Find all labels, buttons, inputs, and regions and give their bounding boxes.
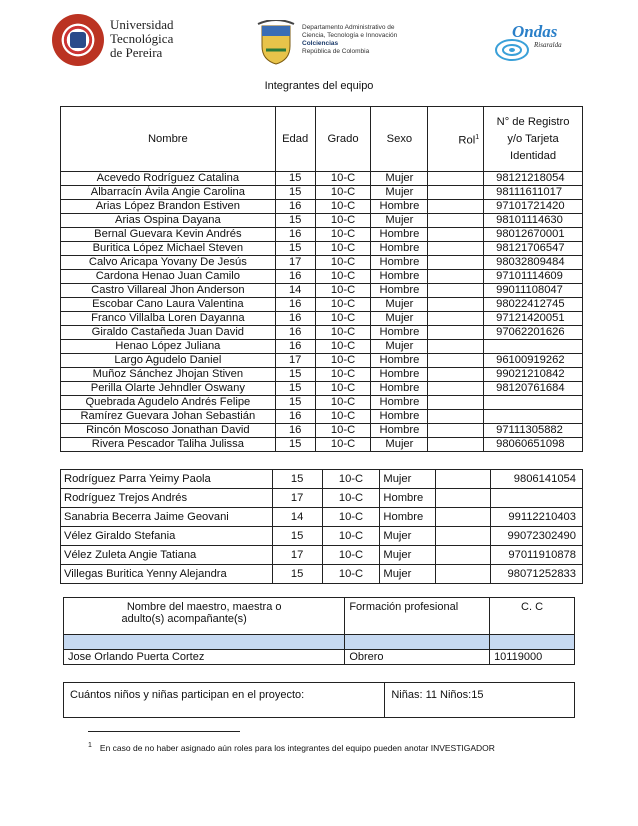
cell-grado: 10-C	[315, 242, 371, 256]
colciencias-line-4: República de Colombia	[302, 48, 370, 55]
cell-rol	[436, 508, 491, 527]
table-row	[61, 312, 583, 326]
cell-rol	[428, 368, 484, 382]
cell-rol	[428, 410, 484, 424]
table-row	[61, 368, 583, 382]
cell-rol	[428, 382, 484, 396]
cell-edad: 15	[275, 186, 315, 200]
cell-doc: 98111611017	[484, 186, 583, 200]
participants-count-row	[64, 683, 575, 718]
utp-line-2: Tecnológica	[110, 31, 174, 46]
cell-doc: 96100919262	[484, 354, 583, 368]
cell-grado: 10-C	[322, 565, 380, 584]
cell-nombre: Sanabria Becerra Jaime Geovani	[61, 508, 273, 527]
table-row	[61, 256, 583, 270]
cell-rol	[428, 200, 484, 214]
cell-doc: 97101721420	[484, 200, 583, 214]
cell-rol	[428, 172, 484, 186]
cell-sexo: Hombre	[371, 242, 428, 256]
cell-sexo: Hombre	[371, 256, 428, 270]
cell-doc: 98022412745	[484, 298, 583, 312]
table-row	[61, 565, 583, 584]
cell-rol	[436, 489, 491, 508]
teacher-name: Jose Orlando Puerta Cortez	[64, 650, 345, 665]
cell-rol	[428, 298, 484, 312]
cell-edad: 15	[275, 438, 315, 452]
table-row	[61, 340, 583, 354]
cell-sexo: Mujer	[371, 340, 428, 354]
cell-grado: 10-C	[315, 396, 371, 410]
cell-rol	[436, 470, 491, 489]
cell-edad: 14	[275, 284, 315, 298]
cell-nombre: Rodríguez Parra Yeimy Paola	[61, 470, 273, 489]
participants-count-table	[63, 682, 575, 718]
cell-rol	[436, 565, 491, 584]
cell-sexo: Mujer	[380, 470, 436, 489]
cell-nombre: Largo Agudelo Daniel	[61, 354, 276, 368]
table-row	[61, 396, 583, 410]
cell-nombre: Ramírez Guevara Johan Sebastián	[61, 410, 276, 424]
cell-rol	[436, 527, 491, 546]
cell-edad: 15	[275, 242, 315, 256]
cell-edad: 16	[275, 228, 315, 242]
cell-sexo: Hombre	[371, 284, 428, 298]
table-row	[61, 186, 583, 200]
cell-grado: 10-C	[315, 424, 371, 438]
table-row	[61, 326, 583, 340]
cell-sexo: Hombre	[371, 396, 428, 410]
table-row	[61, 489, 583, 508]
cell-grado: 10-C	[322, 489, 380, 508]
cell-nombre: Acevedo Rodríguez Catalina	[61, 172, 276, 186]
cell-nombre: Villegas Buritica Yenny Alejandra	[61, 565, 273, 584]
cell-rol	[436, 546, 491, 565]
table-row	[61, 354, 583, 368]
cell-edad: 16	[275, 326, 315, 340]
cell-doc: 98120761684	[484, 382, 583, 396]
cell-grado: 10-C	[315, 200, 371, 214]
cell-edad: 16	[275, 298, 315, 312]
cell-grado: 10-C	[315, 312, 371, 326]
teacher-header-name-line-2: adulto(s) acompañante(s)	[121, 613, 247, 625]
cell-nombre: Vélez Giraldo Stefania	[61, 527, 273, 546]
cell-doc: 98012670001	[484, 228, 583, 242]
table-row	[61, 298, 583, 312]
teacher-header-name-line-1: Nombre del maestro, maestra o	[126, 601, 282, 613]
teacher-cc: 10119000	[490, 650, 575, 665]
ondas-logo	[490, 20, 580, 70]
utp-logo-text	[110, 18, 174, 60]
cell-sexo: Mujer	[380, 565, 436, 584]
cell-grado: 10-C	[322, 470, 380, 489]
cell-edad: 16	[275, 340, 315, 354]
cell-grado: 10-C	[315, 298, 371, 312]
colciencias-line-1: Departamento Administrativo de	[302, 24, 395, 31]
table-row	[61, 410, 583, 424]
cell-nombre: Castro Villareal Jhon Anderson	[61, 284, 276, 298]
cell-edad: 15	[275, 214, 315, 228]
cell-doc: 97111305882	[484, 424, 583, 438]
ondas-logo-subtext: Risaralda	[534, 41, 562, 49]
teacher-formacion: Obrero	[345, 650, 490, 665]
cell-grado: 10-C	[315, 284, 371, 298]
teacher-header-formacion: Formación profesional	[345, 598, 490, 635]
cell-nombre: Rincón Moscoso Jonathan David	[61, 424, 276, 438]
cell-sexo: Mujer	[380, 546, 436, 565]
blank-cell	[490, 635, 575, 650]
cell-grado: 10-C	[315, 186, 371, 200]
cell-sexo: Mujer	[371, 438, 428, 452]
cell-sexo: Hombre	[371, 368, 428, 382]
colciencias-line-3: Colciencias	[302, 40, 339, 47]
cell-edad: 15	[275, 382, 315, 396]
cell-doc	[484, 340, 583, 354]
cell-nombre: Henao López Juliana	[61, 340, 276, 354]
header-registro	[484, 107, 583, 172]
header-nombre: Nombre	[61, 107, 276, 172]
cell-rol	[428, 186, 484, 200]
table-row	[61, 470, 583, 489]
cell-rol	[428, 326, 484, 340]
cell-edad: 15	[272, 565, 322, 584]
colciencias-logo	[256, 20, 426, 70]
cell-nombre: Quebrada Agudelo Andrés Felipe	[61, 396, 276, 410]
teacher-header-name	[64, 598, 345, 635]
table-row	[61, 270, 583, 284]
header-registro-line-1: N° de Registro	[496, 115, 570, 128]
table-row	[61, 527, 583, 546]
utp-line-1: Universidad	[110, 17, 174, 32]
members-table-body	[61, 172, 583, 452]
cell-sexo: Mujer	[371, 298, 428, 312]
cell-edad: 15	[275, 172, 315, 186]
cell-edad: 16	[275, 410, 315, 424]
cell-grado: 10-C	[315, 382, 371, 396]
cell-grado: 10-C	[322, 527, 380, 546]
cell-grado: 10-C	[315, 172, 371, 186]
cell-nombre: Arias Ospina Dayana	[61, 214, 276, 228]
cell-sexo: Mujer	[371, 214, 428, 228]
cell-nombre: Cardona Henao Juan Camilo	[61, 270, 276, 284]
footnote-ref: 1	[475, 133, 480, 141]
cell-nombre: Albarracín Ávila Angie Carolina	[61, 186, 276, 200]
cell-nombre: Muñoz Sánchez Jhojan Stiven	[61, 368, 276, 382]
cell-edad: 16	[275, 424, 315, 438]
cell-doc: 97101114609	[484, 270, 583, 284]
members-table-continued	[60, 469, 583, 584]
cell-grado: 10-C	[315, 354, 371, 368]
cell-doc: 98101114630	[484, 214, 583, 228]
cell-edad: 14	[272, 508, 322, 527]
cell-edad: 15	[272, 470, 322, 489]
cell-doc: 99021210842	[484, 368, 583, 382]
cell-sexo: Hombre	[371, 326, 428, 340]
cell-sexo: Hombre	[371, 424, 428, 438]
header-rol	[428, 107, 484, 172]
blank-cell	[64, 635, 345, 650]
ondas-logo-text: Ondas	[512, 22, 558, 41]
footnote-text: En caso de no haber asignado aún roles para los integrantes del equipo pueden anotar INVESTIGADOR	[99, 742, 495, 753]
participants-question: Cuántos niños y niñas participan en el proyecto:	[64, 683, 385, 718]
cell-doc: 9806141054	[491, 470, 583, 489]
cell-nombre: Rodríguez Trejos Andrés	[61, 489, 273, 508]
cell-sexo: Mujer	[371, 312, 428, 326]
members-table-header	[61, 107, 583, 172]
cell-rol	[428, 284, 484, 298]
footnote-divider	[88, 731, 240, 732]
cell-sexo: Hombre	[371, 382, 428, 396]
cell-nombre: Perilla Olarte Jehndler Oswany	[61, 382, 276, 396]
cell-sexo: Hombre	[371, 410, 428, 424]
cell-rol	[428, 354, 484, 368]
cell-doc: 99011108047	[484, 284, 583, 298]
cell-doc: 98071252833	[491, 565, 583, 584]
footnote	[88, 742, 495, 753]
cell-doc: 98032809484	[484, 256, 583, 270]
cell-nombre: Escobar Cano Laura Valentina	[61, 298, 276, 312]
cell-nombre: Rivera Pescador Taliha Julissa	[61, 438, 276, 452]
cell-sexo: Hombre	[380, 489, 436, 508]
cell-sexo: Mujer	[371, 186, 428, 200]
header-registro-line-2: y/o Tarjeta	[507, 132, 559, 145]
colciencias-text	[302, 24, 397, 56]
table-row	[61, 200, 583, 214]
table-row	[61, 546, 583, 565]
cell-rol	[428, 214, 484, 228]
cell-doc	[484, 410, 583, 424]
header-registro-line-3: Identidad	[510, 149, 557, 162]
cell-sexo: Mujer	[380, 527, 436, 546]
cell-rol	[428, 256, 484, 270]
cell-doc: 98060651098	[484, 438, 583, 452]
cell-edad: 17	[275, 354, 315, 368]
cell-grado: 10-C	[322, 546, 380, 565]
teacher-row	[64, 650, 575, 665]
cell-rol	[428, 270, 484, 284]
cell-nombre: Calvo Aricapa Yovany De Jesús	[61, 256, 276, 270]
cell-edad: 17	[275, 256, 315, 270]
cell-doc: 99072302490	[491, 527, 583, 546]
table-row	[61, 508, 583, 527]
cell-doc: 97062201626	[484, 326, 583, 340]
cell-grado: 10-C	[315, 438, 371, 452]
cell-nombre: Arias López Brandon Estiven	[61, 200, 276, 214]
cell-nombre: Franco Villalba Loren Dayanna	[61, 312, 276, 326]
cell-grado: 10-C	[315, 368, 371, 382]
cell-doc	[484, 396, 583, 410]
table-row	[61, 228, 583, 242]
cell-sexo: Hombre	[371, 270, 428, 284]
cell-sexo: Hombre	[371, 200, 428, 214]
cell-doc: 97011910878	[491, 546, 583, 565]
cell-doc: 98121706547	[484, 242, 583, 256]
cell-edad: 17	[272, 546, 322, 565]
members-table-continued-body	[61, 470, 583, 584]
cell-grado: 10-C	[315, 340, 371, 354]
colciencias-line-2: Ciencia, Tecnología e Innovación	[302, 32, 398, 39]
cell-grado: 10-C	[315, 214, 371, 228]
participants-answer: Niñas: 11 Niños:15	[385, 683, 575, 718]
header-rol-label: Rol	[458, 134, 476, 147]
cell-edad: 16	[275, 200, 315, 214]
header-edad: Edad	[275, 107, 315, 172]
cell-sexo: Hombre	[380, 508, 436, 527]
cell-nombre: Buritica López Michael Steven	[61, 242, 276, 256]
cell-grado: 10-C	[315, 410, 371, 424]
cell-rol	[428, 424, 484, 438]
teacher-table	[63, 597, 575, 665]
cell-rol	[428, 228, 484, 242]
page-heading: Integrantes del equipo	[264, 80, 374, 92]
header-sexo: Sexo	[371, 107, 428, 172]
header-grado: Grado	[315, 107, 371, 172]
cell-grado: 10-C	[315, 270, 371, 284]
cell-grado: 10-C	[315, 228, 371, 242]
cell-doc: 98121218054	[484, 172, 583, 186]
cell-nombre: Vélez Zuleta Angie Tatiana	[61, 546, 273, 565]
members-table	[60, 106, 583, 452]
cell-sexo: Hombre	[371, 354, 428, 368]
table-row	[61, 438, 583, 452]
teacher-header-cc: C. C	[490, 598, 575, 635]
cell-doc: 99112210403	[491, 508, 583, 527]
cell-nombre: Giraldo Castañeda Juan David	[61, 326, 276, 340]
table-row	[61, 242, 583, 256]
cell-rol	[428, 438, 484, 452]
table-row	[61, 382, 583, 396]
cell-rol	[428, 312, 484, 326]
cell-rol	[428, 242, 484, 256]
colombia-shield-icon	[256, 20, 296, 66]
cell-rol	[428, 396, 484, 410]
table-row	[61, 424, 583, 438]
cell-nombre: Bernal Guevara Kevin Andrés	[61, 228, 276, 242]
cell-sexo: Mujer	[371, 172, 428, 186]
cell-edad: 15	[275, 368, 315, 382]
cell-edad: 16	[275, 312, 315, 326]
cell-sexo: Hombre	[371, 228, 428, 242]
table-row	[61, 284, 583, 298]
cell-grado: 10-C	[322, 508, 380, 527]
blank-cell	[345, 635, 490, 650]
table-row	[61, 172, 583, 186]
cell-doc: 97121420051	[484, 312, 583, 326]
cell-edad: 15	[275, 396, 315, 410]
teacher-table-blank-row	[64, 635, 575, 650]
cell-edad: 15	[272, 527, 322, 546]
cell-edad: 16	[275, 270, 315, 284]
footnote-mark: 1	[88, 742, 92, 749]
utp-line-3: de Pereira	[110, 45, 163, 60]
teacher-table-header	[64, 598, 575, 635]
utp-logo	[52, 14, 192, 66]
cell-grado: 10-C	[315, 256, 371, 270]
cell-grado: 10-C	[315, 326, 371, 340]
table-row	[61, 214, 583, 228]
cell-doc	[491, 489, 583, 508]
utp-seal-icon	[52, 14, 104, 66]
cell-rol	[428, 340, 484, 354]
cell-edad: 17	[272, 489, 322, 508]
